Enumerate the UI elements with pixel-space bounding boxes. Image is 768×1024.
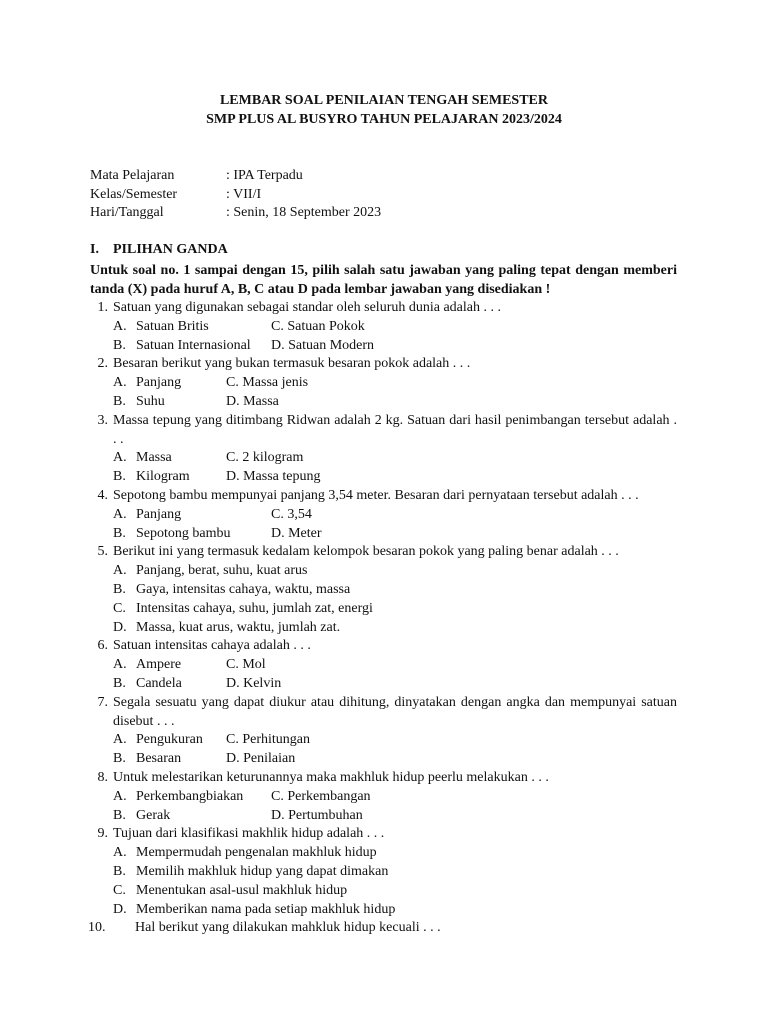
option-letter: C.: [113, 882, 126, 898]
question-text: Tujuan dari klasifikasi makhlik hidup adalah . . .: [113, 826, 385, 842]
question-item: [90, 412, 677, 487]
question-text: Massa tepung yang ditimbang Ridwan adalah 2 kg. Satuan dari hasil penimbangan tersebut adalah . . .: [113, 412, 677, 447]
option-text: Massa: [136, 450, 172, 466]
option-letter: A.: [113, 318, 127, 334]
info-value: : IPA Terpadu: [226, 168, 303, 183]
option-text-right: D. Meter: [271, 525, 322, 541]
option-text-right: C. 2 kilogram: [226, 450, 304, 466]
option-letter: B.: [113, 675, 126, 691]
option-text: Memberikan nama pada setiap makhluk hidup: [136, 901, 396, 917]
section-heading: [90, 242, 228, 258]
answer-option: [90, 807, 677, 826]
answer-option: [90, 581, 677, 600]
option-letter: A.: [113, 450, 127, 466]
answer-option: [90, 600, 677, 619]
question-item: [90, 299, 677, 355]
option-letter: B.: [113, 469, 126, 485]
school-title: SMP PLUS AL BUSYRO TAHUN PELAJARAN 2023/2024: [206, 112, 562, 127]
answer-option: [90, 468, 677, 487]
answer-option: [90, 882, 677, 901]
question-row: [90, 543, 677, 562]
option-letter: B.: [113, 751, 126, 767]
option-text: Panjang: [136, 506, 182, 522]
section-number: I.: [90, 242, 99, 257]
option-text-right: D. Massa: [226, 393, 279, 409]
question-number: 2.: [97, 356, 108, 372]
question-row: [90, 825, 677, 844]
question-item: [90, 694, 677, 769]
exam-title: LEMBAR SOAL PENILAIAN TENGAH SEMESTER: [219, 93, 549, 108]
question-text: Sepotong bambu mempunyai panjang 3,54 meter. Besaran dari pernyataan tersebut adalah . . .: [113, 487, 639, 503]
option-text: Gerak: [136, 807, 171, 823]
option-letter: C.: [113, 600, 126, 616]
question-number: 1.: [97, 300, 108, 315]
option-text-right: C. Perkembangan: [271, 788, 371, 804]
option-text: Satuan Britis: [136, 318, 209, 334]
answer-option: [90, 449, 677, 468]
answer-option: [90, 750, 677, 769]
option-text: Mempermudah pengenalan makhluk hidup: [136, 845, 377, 861]
option-letter: B.: [113, 337, 126, 353]
option-letter: D.: [113, 619, 127, 635]
question-text: Segala sesuatu yang dapat diukur atau dihitung, dinyatakan dengan angka dan mempunyai satuan disebut . . .: [113, 694, 677, 729]
option-letter: A.: [113, 563, 127, 579]
option-text-right: D. Pertumbuhan: [271, 807, 363, 823]
question-number: 5.: [97, 544, 108, 560]
option-letter: B.: [113, 581, 126, 597]
option-text: Satuan Internasional: [136, 337, 251, 353]
info-label: Hari/Tanggal: [90, 205, 164, 221]
question-text: Berikut ini yang termasuk kedalam kelompok besaran pokok yang paling benar adalah . . .: [113, 544, 619, 560]
answer-option: [90, 318, 677, 337]
option-letter: B.: [113, 807, 126, 823]
option-letter: B.: [113, 863, 126, 879]
option-text: Gaya, intensitas cahaya, waktu, massa: [136, 581, 351, 597]
option-text: Sepotong bambu: [136, 525, 231, 541]
answer-option: [90, 901, 677, 920]
answer-option: [90, 619, 677, 638]
info-label: Mata Pelajaran: [90, 168, 175, 183]
question-number: 8.: [97, 769, 108, 785]
option-text: Candela: [136, 675, 182, 691]
question-item: [90, 825, 677, 919]
section-title: PILIHAN GANDA: [113, 242, 228, 257]
option-text: Ampere: [136, 657, 182, 673]
question-text: Satuan yang digunakan sebagai standar oleh seluruh dunia adalah . . .: [113, 300, 501, 315]
question-text: Satuan intensitas cahaya adalah . . .: [113, 638, 311, 654]
question-item: [90, 543, 677, 637]
question-item: [90, 769, 677, 825]
option-text-right: D. Satuan Modern: [271, 337, 375, 353]
option-text: Menentukan asal-usul makhluk hidup: [136, 882, 348, 898]
option-text-right: D. Penilaian: [226, 751, 296, 767]
answer-option: [90, 525, 677, 544]
question-number: 9.: [97, 826, 108, 842]
option-letter: A.: [113, 845, 127, 861]
section-instruction: Untuk soal no. 1 sampai dengan 15, pilih salah satu jawaban yang paling tepat dengan memberi tanda (X) pada huruf A, B, C atau D pada lembar jawaban yang disediakan !: [90, 263, 677, 297]
question-row: [90, 769, 677, 788]
option-letter: A.: [113, 506, 127, 522]
option-text: Massa, kuat arus, waktu, jumlah zat.: [136, 619, 341, 635]
option-letter: D.: [113, 901, 127, 917]
info-value: : Senin, 18 September 2023: [226, 205, 382, 221]
question-row: [90, 919, 677, 938]
option-text: Panjang: [136, 375, 182, 391]
question-item: [90, 637, 677, 693]
question-row: [90, 637, 677, 656]
question-number: 3.: [97, 412, 108, 428]
option-letter: B.: [113, 393, 126, 409]
question-row: [90, 299, 677, 318]
question-text: Besaran berikut yang bukan termasuk besaran pokok adalah . . .: [113, 356, 471, 372]
question-item: [90, 919, 677, 938]
option-text: Intensitas cahaya, suhu, jumlah zat, energi: [136, 600, 373, 616]
option-letter: B.: [113, 525, 126, 541]
option-letter: A.: [113, 732, 127, 748]
option-text-right: C. 3,54: [271, 506, 312, 522]
option-text: Pengukuran: [136, 732, 203, 748]
question-text: Hal berikut yang dilakukan mahkluk hidup kecuali . . .: [135, 920, 441, 936]
option-text-right: D. Massa tepung: [226, 469, 321, 485]
option-text: Suhu: [136, 393, 165, 409]
answer-option: [90, 506, 677, 525]
option-text: Besaran: [136, 751, 182, 767]
answer-option: [90, 562, 677, 581]
option-text: Panjang, berat, suhu, kuat arus: [136, 563, 308, 579]
answer-option: [90, 863, 677, 882]
question-item: [90, 355, 677, 411]
option-text-right: C. Mol: [226, 657, 266, 673]
info-value: : VII/I: [226, 186, 262, 202]
option-letter: A.: [113, 375, 127, 391]
question-row: [90, 487, 677, 506]
option-letter: A.: [113, 657, 127, 673]
option-text-right: D. Kelvin: [226, 675, 282, 691]
option-text: Perkembangbiakan: [136, 788, 244, 804]
question-number: 4.: [97, 487, 108, 503]
answer-option: [90, 731, 677, 750]
question-row: [90, 694, 677, 732]
question-item: [90, 487, 677, 543]
answer-option: [90, 844, 677, 863]
answer-option: [90, 374, 677, 393]
question-text: Untuk melestarikan keturunannya maka makhluk hidup peerlu melakukan . . .: [113, 769, 549, 785]
option-text-right: C. Massa jenis: [226, 375, 309, 391]
option-text: Kilogram: [136, 469, 190, 485]
option-text-right: C. Satuan Pokok: [271, 318, 365, 334]
answer-option: [90, 393, 677, 412]
question-list: [90, 299, 677, 938]
option-text-right: C. Perhitungan: [226, 732, 310, 748]
option-letter: A.: [113, 788, 127, 804]
question-number: 10.: [88, 920, 106, 936]
answer-option: [90, 675, 677, 694]
info-label: Kelas/Semester: [90, 186, 178, 202]
answer-option: [90, 788, 677, 807]
question-number: 6.: [97, 638, 108, 654]
answer-option: [90, 656, 677, 675]
option-text: Memilih makhluk hidup yang dapat dimakan: [136, 863, 389, 879]
question-row: [90, 355, 677, 374]
question-number: 7.: [97, 694, 108, 710]
question-row: [90, 412, 677, 450]
answer-option: [90, 337, 677, 356]
